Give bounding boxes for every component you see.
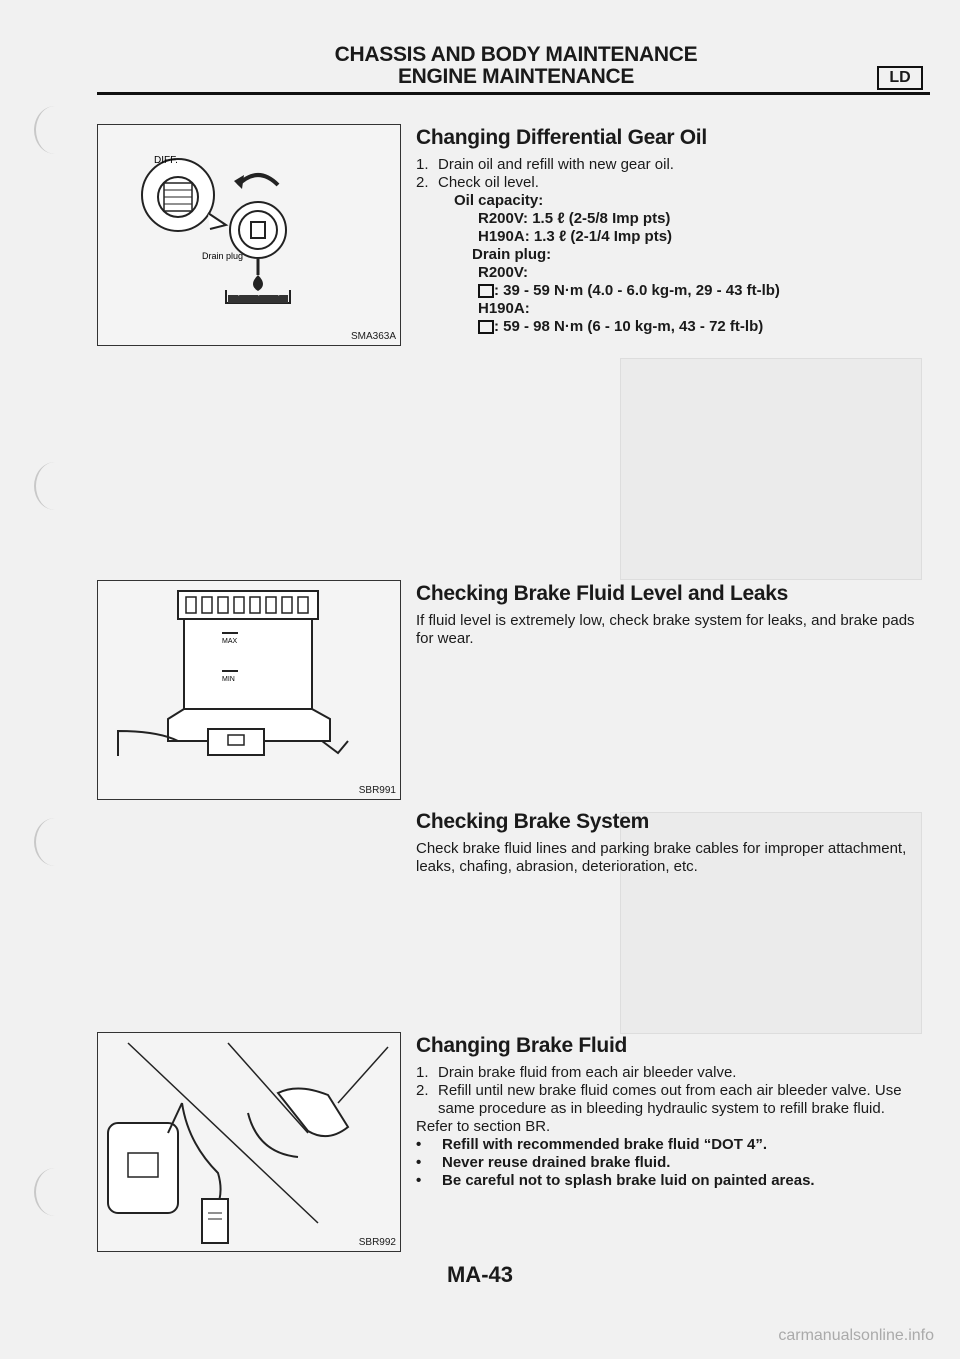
section-differential-oil: [416, 126, 926, 336]
list-item: 1. Drain oil and refill with new gear oil.: [416, 156, 674, 173]
diff-label: DIFF.: [154, 155, 178, 166]
list-item: 2. Refill until new brake fluid comes out from each air bleeder valve. Use same procedure as in bleeding hydraulic system to refill brake fluid.: [416, 1082, 902, 1117]
r200v-torque: : 39 - 59 N·m (4.0 - 6.0 kg-m, 29 - 43 ft-lb): [478, 282, 926, 300]
bullet-icon: •: [416, 1154, 422, 1171]
page-header: [100, 44, 932, 88]
figure-code: SBR992: [358, 1237, 396, 1248]
brake-reservoir-illustration: [98, 581, 400, 799]
r200v-label: R200V:: [478, 264, 529, 281]
section-title: Checking Brake Fluid Level and Leaks: [416, 582, 788, 605]
torque-wrench-icon: [478, 284, 494, 298]
refer-text: Refer to section BR.: [416, 1118, 551, 1135]
binder-hole: [34, 818, 76, 866]
h190a-capacity: H190A: 1.3 ℓ (2-1/4 Imp pts): [478, 228, 673, 245]
figure-brake-bleeding: [97, 1032, 401, 1252]
drain-plug-label: Drain plug: [202, 251, 244, 261]
section-title: Changing Differential Gear Oil: [416, 126, 707, 149]
bullet-item: • Refill with recommended brake fluid “DOT 4”.: [416, 1136, 768, 1153]
section-title: Changing Brake Fluid: [416, 1034, 628, 1057]
header-section: ENGINE MAINTENANCE: [397, 65, 635, 88]
page-number: MA-43: [446, 1262, 513, 1287]
drain-plug-heading: Drain plug:: [472, 246, 552, 263]
min-mark: MIN: [222, 676, 235, 683]
bullet-item: • Never reuse drained brake fluid.: [416, 1154, 671, 1171]
bleed-through-figure: [620, 358, 922, 580]
torque-wrench-icon: [478, 320, 494, 334]
bullet-icon: •: [416, 1172, 422, 1189]
max-mark: MAX: [222, 638, 238, 645]
header-chapter: CHASSIS AND BODY MAINTENANCE: [334, 43, 698, 66]
section-changing-brake-fluid: [416, 1034, 926, 1190]
section-title: Checking Brake System: [416, 810, 649, 833]
section-brake-system: [416, 810, 926, 876]
figure-differential: [97, 124, 401, 346]
figure-code: SBR991: [358, 785, 396, 796]
differential-drain-illustration: [98, 125, 400, 345]
list-item: 1. Drain brake fluid from each air bleeder valve.: [416, 1064, 737, 1081]
binder-hole: [34, 462, 76, 510]
engine-tag: LD: [877, 66, 923, 90]
bullet-icon: •: [416, 1136, 422, 1153]
list-item: 2. Check oil level.: [416, 174, 539, 191]
binder-hole: [34, 106, 76, 154]
section-body: If fluid level is extremely low, check brake system for leaks, and brake pads for wear.: [416, 612, 915, 647]
h190a-torque: : 59 - 98 N·m (6 - 10 kg-m, 43 - 72 ft-lb): [478, 318, 926, 336]
figure-brake-reservoir: [97, 580, 401, 800]
watermark: carmanualsonline.info: [778, 1327, 934, 1344]
r200v-capacity: R200V: 1.5 ℓ (2-5/8 Imp pts): [478, 210, 671, 227]
section-brake-fluid-level: [416, 582, 926, 648]
h190a-label: H190A:: [478, 300, 530, 317]
brake-bleeding-illustration: [98, 1033, 400, 1251]
bullet-item: • Be careful not to splash brake luid on painted areas.: [416, 1172, 815, 1189]
figure-code: SMA363A: [350, 331, 396, 342]
binder-hole: [34, 1168, 76, 1216]
section-body: Check brake fluid lines and parking brake cables for improper attachment, leaks, chafing, abrasion, deterioration, etc.: [416, 840, 907, 875]
oil-capacity-label: Oil capacity:: [454, 192, 544, 209]
header-rule: [97, 92, 930, 95]
